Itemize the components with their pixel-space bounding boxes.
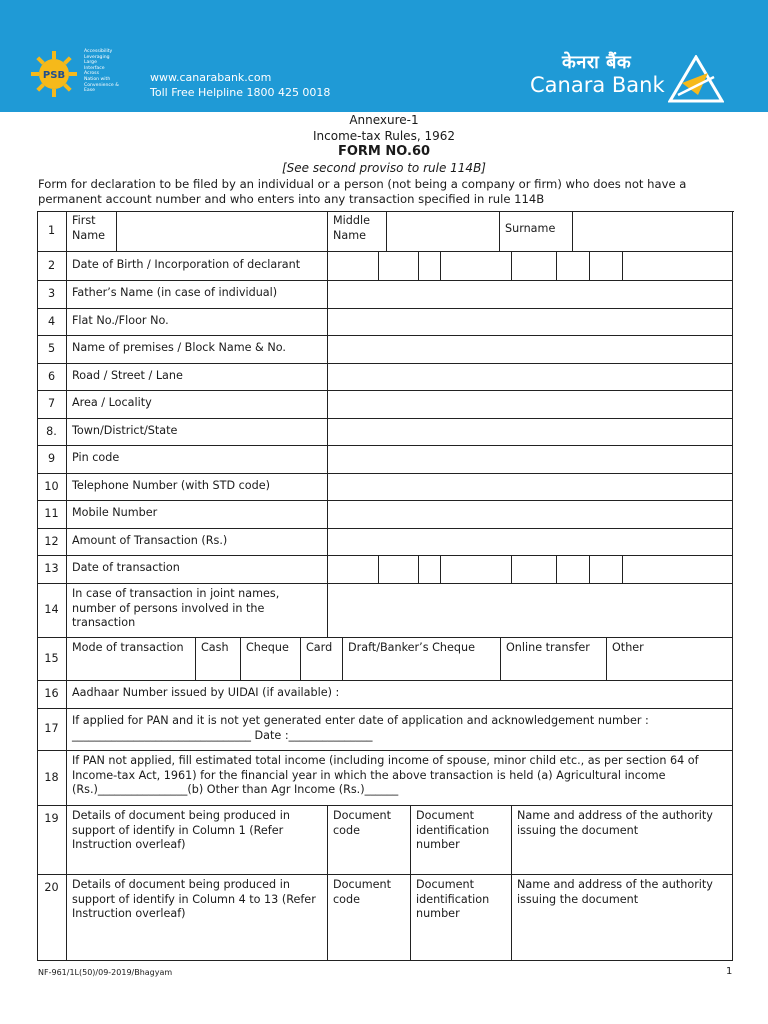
middle-name-label: Middle Name	[328, 211, 387, 252]
pin-code-label: Pin code	[67, 446, 328, 474]
date-box[interactable]	[512, 556, 557, 584]
psb-sun-logo-icon	[30, 50, 78, 98]
mode-draft-option[interactable]: Draft/Banker’s Cheque	[343, 638, 501, 681]
row-number: 1	[37, 211, 67, 252]
estimated-income-field[interactable]: If PAN not applied, fill estimated total income (including income of spouse, minor child etc., as per section 64 of Income-tax Act, 1961) for the financial year in which the above transaction is held (a) Agricultural income (Rs.)________________(b) Other than Agr Income (Rs.)______	[67, 751, 733, 806]
form-intro: Form for declaration to be filed by an individual or a person (not being a company or firm) who does not have a permanent account number and who enters into any transaction specified in rule 114B	[38, 177, 687, 206]
issuing-authority-field[interactable]: Name and address of the authority issuing the document	[512, 875, 733, 961]
date-box[interactable]	[379, 556, 419, 584]
row-number: 17	[37, 709, 67, 751]
proviso-note: [See second proviso to rule 114B]	[282, 161, 486, 175]
surname-field[interactable]	[573, 211, 733, 252]
row-number: 2	[37, 252, 67, 281]
date-box[interactable]	[441, 556, 512, 584]
road-label: Road / Street / Lane	[67, 364, 328, 391]
first-name-label: First Name	[67, 211, 117, 252]
mode-label: Mode of transaction	[67, 638, 196, 681]
document-id-field[interactable]: Document identification number	[411, 875, 512, 961]
middle-name-field[interactable]	[387, 211, 500, 252]
telephone-field[interactable]	[328, 474, 733, 501]
document-details-label: Details of document being produced in support of identify in Column 1 (Refer Instruction overleaf)	[67, 806, 328, 875]
row-number: 11	[37, 501, 67, 529]
row-number: 4	[37, 309, 67, 336]
psb-logo-text: PSB	[42, 70, 66, 81]
telephone-label: Telephone Number (with STD code)	[67, 474, 328, 501]
form-number: FORM NO.60	[337, 144, 431, 159]
dob-box[interactable]	[590, 252, 623, 281]
flat-no-field[interactable]	[328, 309, 733, 336]
flat-no-label: Flat No./Floor No.	[67, 309, 328, 336]
canara-bank-logo-icon	[668, 55, 724, 103]
annexure-title: Annexure-1	[349, 113, 419, 127]
town-label: Town/District/State	[67, 419, 328, 446]
issuing-authority-field[interactable]: Name and address of the authority issuing the document	[512, 806, 733, 875]
row-number: 14	[37, 584, 67, 638]
form-code: NF-961/1L(50)/09-2019/Bhagyam	[38, 968, 173, 977]
row-number: 19	[37, 806, 67, 875]
joint-persons-label: In case of transaction in joint names, number of persons involved in the transaction	[67, 584, 328, 638]
row-number: 10	[37, 474, 67, 501]
row-number: 8.	[37, 419, 67, 446]
row-number: 3	[37, 281, 67, 309]
pan-applied-label: If applied for PAN and it is not yet generated enter date of application and acknowledgement number :	[72, 714, 649, 727]
row-number: 20	[37, 875, 67, 961]
aadhaar-field[interactable]: Aadhaar Number issued by UIDAI (if available) :	[67, 681, 733, 709]
row-number: 5	[37, 336, 67, 364]
pin-code-field[interactable]	[328, 446, 733, 474]
row-number: 16	[37, 681, 67, 709]
area-label: Area / Locality	[67, 391, 328, 419]
date-box[interactable]	[328, 556, 379, 584]
pan-applied-blanks[interactable]: ________________________________ Date :_______________	[72, 728, 373, 742]
document-details-label: Details of document being produced in support of identify in Column 4 to 13 (Refer Instruction overleaf)	[67, 875, 328, 961]
row-number: 15	[37, 638, 67, 681]
page-number: 1	[726, 966, 733, 977]
row-number: 9	[37, 446, 67, 474]
dob-box[interactable]	[328, 252, 379, 281]
date-box[interactable]	[557, 556, 590, 584]
website-link[interactable]: www.canarabank.com	[150, 71, 272, 84]
document-id-field[interactable]: Document identification number	[411, 806, 512, 875]
row-number: 12	[37, 529, 67, 556]
mobile-field[interactable]	[328, 501, 733, 529]
mode-cheque-option[interactable]: Cheque	[241, 638, 301, 681]
contact-info	[150, 70, 330, 100]
document-code-field[interactable]: Document code	[328, 806, 411, 875]
mode-card-option[interactable]: Card	[301, 638, 343, 681]
amount-field[interactable]	[328, 529, 733, 556]
row-number: 7	[37, 391, 67, 419]
fathers-name-label: Father’s Name (in case of individual)	[67, 281, 328, 309]
helpline-text: Toll Free Helpline 1800 425 0018	[150, 86, 331, 99]
row-number: 6	[37, 364, 67, 391]
dob-box[interactable]	[441, 252, 512, 281]
fathers-name-field[interactable]	[328, 281, 733, 309]
psb-tagline: Accessibility Leveraging Large Interface Across Nation with Convenience & Ease	[84, 49, 119, 94]
dob-box[interactable]	[557, 252, 590, 281]
town-field[interactable]	[328, 419, 733, 446]
bank-name-hindi: केनरा बैंक	[562, 52, 632, 73]
dob-box[interactable]	[379, 252, 419, 281]
row-number: 13	[37, 556, 67, 584]
document-code-field[interactable]: Document code	[328, 875, 411, 961]
mode-cash-option[interactable]: Cash	[196, 638, 241, 681]
premises-label: Name of premises / Block Name & No.	[67, 336, 328, 364]
joint-persons-field[interactable]	[328, 584, 733, 638]
mode-other-option[interactable]: Other	[607, 638, 733, 681]
surname-label: Surname	[500, 211, 573, 252]
dob-box[interactable]	[512, 252, 557, 281]
pan-applied-row[interactable]	[67, 709, 733, 751]
rules-title: Income-tax Rules, 1962	[312, 129, 455, 143]
bank-name: Canara Bank	[530, 73, 665, 97]
premises-field[interactable]	[328, 336, 733, 364]
dob-box[interactable]	[623, 252, 733, 281]
header-banner	[0, 0, 768, 112]
amount-label: Amount of Transaction (Rs.)	[67, 529, 328, 556]
date-box[interactable]	[590, 556, 623, 584]
mobile-label: Mobile Number	[67, 501, 328, 529]
area-field[interactable]	[328, 391, 733, 419]
date-box[interactable]	[419, 556, 441, 584]
road-field[interactable]	[328, 364, 733, 391]
dob-label: Date of Birth / Incorporation of declarant	[67, 252, 328, 281]
transaction-date-label: Date of transaction	[67, 556, 328, 584]
dob-box[interactable]	[419, 252, 441, 281]
first-name-field[interactable]	[117, 211, 328, 252]
date-box[interactable]	[623, 556, 733, 584]
row-number: 18	[37, 751, 67, 806]
mode-online-option[interactable]: Online transfer	[501, 638, 607, 681]
